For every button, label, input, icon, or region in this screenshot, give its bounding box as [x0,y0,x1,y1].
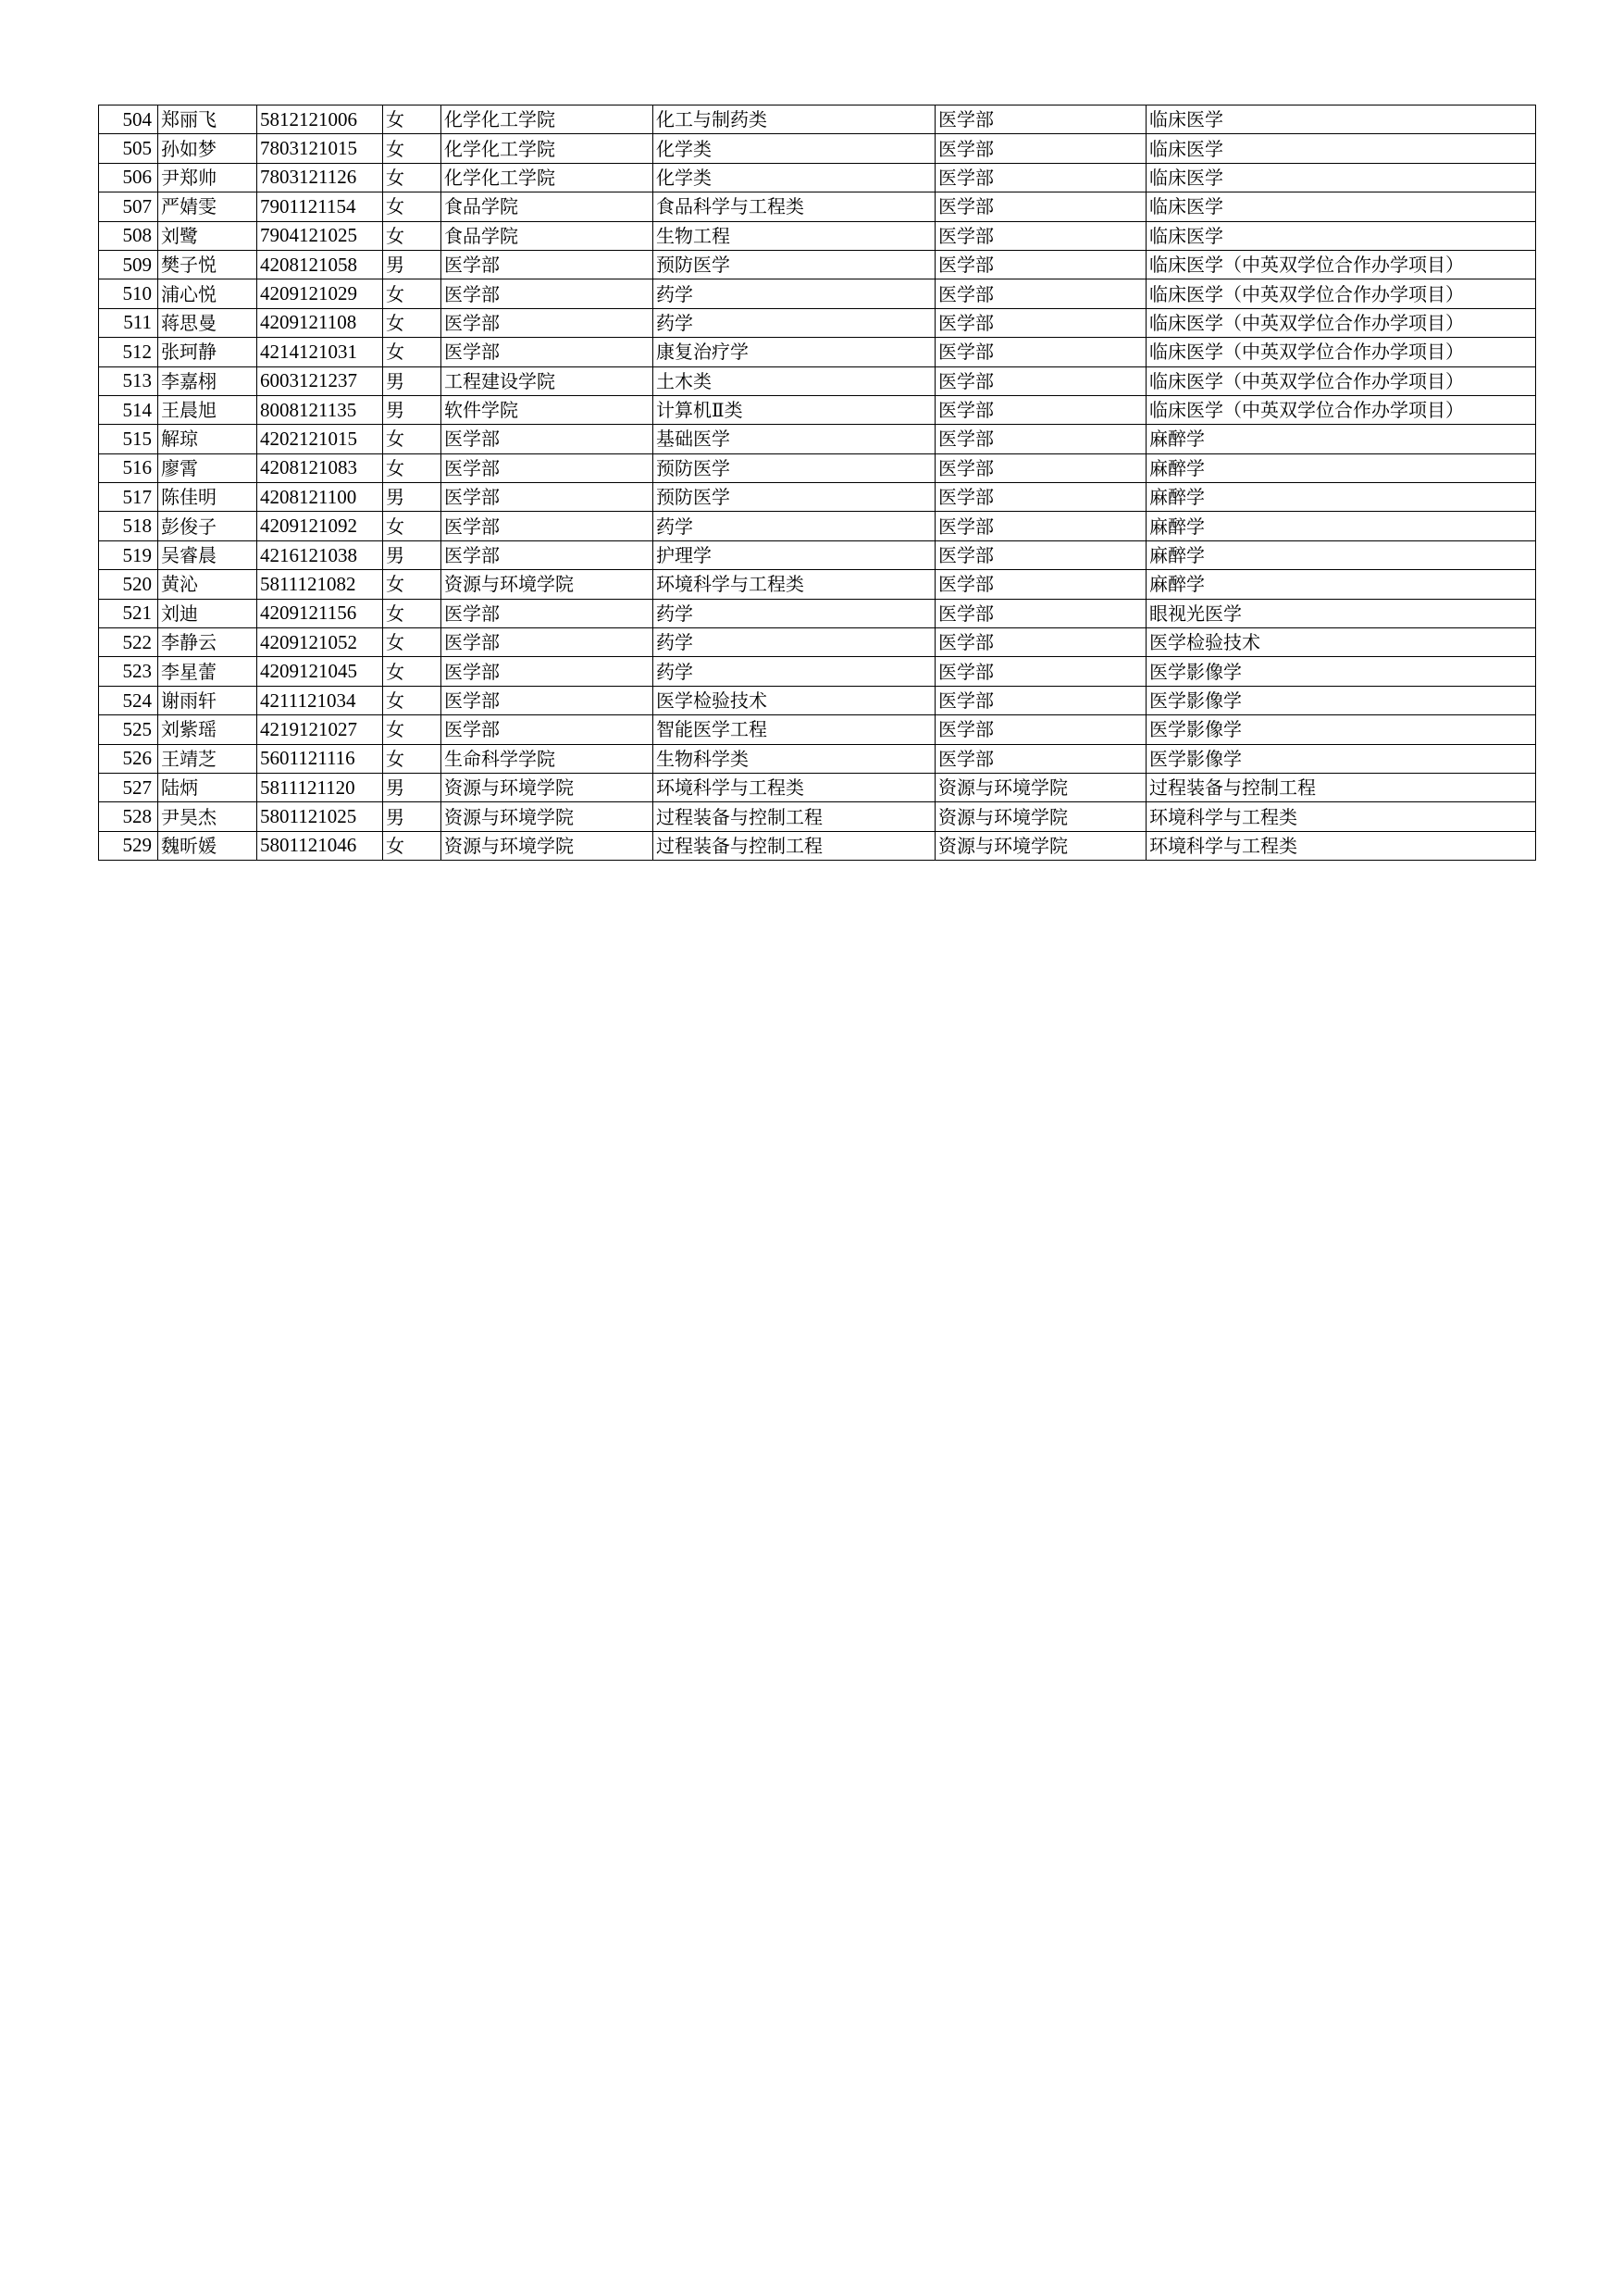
gender-cell: 女 [383,163,441,192]
row-number-cell: 508 [99,221,158,250]
table-row [99,657,1536,686]
target-college-cell: 医学部 [936,134,1147,163]
target-college-cell: 医学部 [936,338,1147,366]
student-name-cell: 李静云 [158,628,257,657]
student-id-cell: 4211121034 [257,686,383,714]
gender-cell: 男 [383,483,441,512]
student-name-cell: 黄沁 [158,570,257,599]
original-major-cell: 计算机Ⅱ类 [653,395,936,424]
gender-cell: 女 [383,715,441,744]
target-college-cell: 医学部 [936,366,1147,395]
table-row [99,221,1536,250]
student-name-cell: 刘紫瑶 [158,715,257,744]
gender-cell: 男 [383,540,441,569]
original-major-cell: 化学类 [653,163,936,192]
table-row [99,250,1536,279]
target-major-cell: 环境科学与工程类 [1147,831,1536,860]
original-college-cell: 生命科学学院 [441,744,653,773]
row-number-cell: 519 [99,540,158,569]
target-major-cell: 医学影像学 [1147,744,1536,773]
student-name-cell: 解琼 [158,425,257,453]
student-id-cell: 4209121045 [257,657,383,686]
row-number-cell: 510 [99,279,158,308]
target-college-cell: 医学部 [936,540,1147,569]
target-college-cell: 医学部 [936,308,1147,337]
gender-cell: 女 [383,831,441,860]
target-college-cell: 医学部 [936,192,1147,221]
gender-cell: 男 [383,802,441,831]
original-college-cell: 资源与环境学院 [441,570,653,599]
row-number-cell: 506 [99,163,158,192]
gender-cell: 女 [383,279,441,308]
table-row [99,628,1536,657]
original-college-cell: 医学部 [441,715,653,744]
target-college-cell: 医学部 [936,715,1147,744]
original-college-cell: 资源与环境学院 [441,773,653,801]
target-college-cell: 医学部 [936,425,1147,453]
original-major-cell: 预防医学 [653,453,936,482]
row-number-cell: 514 [99,395,158,424]
gender-cell: 女 [383,744,441,773]
original-college-cell: 食品学院 [441,192,653,221]
gender-cell: 男 [383,250,441,279]
table-row [99,366,1536,395]
row-number-cell: 513 [99,366,158,395]
table-row [99,453,1536,482]
original-college-cell: 医学部 [441,686,653,714]
table-row [99,163,1536,192]
original-college-cell: 食品学院 [441,221,653,250]
original-major-cell: 化学类 [653,134,936,163]
target-major-cell: 临床医学（中英双学位合作办学项目） [1147,395,1536,424]
student-id-cell: 5801121046 [257,831,383,860]
original-college-cell: 资源与环境学院 [441,802,653,831]
student-id-cell: 4208121083 [257,453,383,482]
student-name-cell: 王靖芝 [158,744,257,773]
table-row [99,686,1536,714]
table-row [99,715,1536,744]
target-major-cell: 临床医学 [1147,105,1536,134]
target-major-cell: 临床医学 [1147,221,1536,250]
row-number-cell: 522 [99,628,158,657]
original-college-cell: 化学化工学院 [441,105,653,134]
original-college-cell: 资源与环境学院 [441,831,653,860]
student-id-cell: 4209121092 [257,512,383,540]
original-major-cell: 药学 [653,628,936,657]
row-number-cell: 520 [99,570,158,599]
table-row [99,570,1536,599]
gender-cell: 女 [383,134,441,163]
gender-cell: 女 [383,599,441,627]
student-id-cell: 8008121135 [257,395,383,424]
student-name-cell: 张珂静 [158,338,257,366]
table-row [99,802,1536,831]
gender-cell: 女 [383,105,441,134]
original-college-cell: 医学部 [441,425,653,453]
target-major-cell: 麻醉学 [1147,425,1536,453]
target-college-cell: 医学部 [936,483,1147,512]
row-number-cell: 505 [99,134,158,163]
original-major-cell: 药学 [653,512,936,540]
target-major-cell: 麻醉学 [1147,540,1536,569]
target-college-cell: 医学部 [936,163,1147,192]
student-name-cell: 李嘉栩 [158,366,257,395]
student-id-cell: 5811121082 [257,570,383,599]
gender-cell: 女 [383,221,441,250]
target-college-cell: 医学部 [936,686,1147,714]
student-id-cell: 4219121027 [257,715,383,744]
row-number-cell: 529 [99,831,158,860]
table-row [99,308,1536,337]
table-row [99,105,1536,134]
target-major-cell: 医学影像学 [1147,686,1536,714]
target-major-cell: 麻醉学 [1147,570,1536,599]
student-id-cell: 7803121126 [257,163,383,192]
table-row [99,395,1536,424]
gender-cell: 女 [383,657,441,686]
target-college-cell: 医学部 [936,599,1147,627]
student-id-cell: 7803121015 [257,134,383,163]
original-major-cell: 医学检验技术 [653,686,936,714]
original-major-cell: 康复治疗学 [653,338,936,366]
original-college-cell: 医学部 [441,308,653,337]
row-number-cell: 512 [99,338,158,366]
student-name-cell: 魏昕媛 [158,831,257,860]
target-major-cell: 医学检验技术 [1147,628,1536,657]
original-major-cell: 过程装备与控制工程 [653,802,936,831]
original-major-cell: 药学 [653,657,936,686]
target-college-cell: 医学部 [936,628,1147,657]
original-college-cell: 医学部 [441,540,653,569]
target-college-cell: 资源与环境学院 [936,802,1147,831]
table-row [99,425,1536,453]
gender-cell: 女 [383,453,441,482]
row-number-cell: 504 [99,105,158,134]
gender-cell: 男 [383,773,441,801]
original-college-cell: 软件学院 [441,395,653,424]
target-college-cell: 医学部 [936,512,1147,540]
original-college-cell: 医学部 [441,453,653,482]
table-row [99,540,1536,569]
original-college-cell: 医学部 [441,657,653,686]
student-name-cell: 尹郑帅 [158,163,257,192]
student-id-cell: 4208121058 [257,250,383,279]
table-row [99,599,1536,627]
student-name-cell: 李星蕾 [158,657,257,686]
student-id-cell: 4208121100 [257,483,383,512]
table-body [99,105,1536,861]
target-major-cell: 临床医学 [1147,134,1536,163]
gender-cell: 女 [383,512,441,540]
student-id-cell: 7904121025 [257,221,383,250]
student-name-cell: 蒋思曼 [158,308,257,337]
target-college-cell: 医学部 [936,453,1147,482]
gender-cell: 女 [383,686,441,714]
student-name-cell: 陈佳明 [158,483,257,512]
original-college-cell: 医学部 [441,483,653,512]
original-major-cell: 药学 [653,279,936,308]
target-major-cell: 临床医学 [1147,163,1536,192]
target-college-cell: 医学部 [936,570,1147,599]
gender-cell: 女 [383,570,441,599]
student-name-cell: 刘鹭 [158,221,257,250]
target-college-cell: 医学部 [936,105,1147,134]
row-number-cell: 527 [99,773,158,801]
target-college-cell: 医学部 [936,395,1147,424]
row-number-cell: 521 [99,599,158,627]
student-id-cell: 4209121052 [257,628,383,657]
original-college-cell: 医学部 [441,250,653,279]
row-number-cell: 517 [99,483,158,512]
target-major-cell: 麻醉学 [1147,453,1536,482]
student-name-cell: 彭俊子 [158,512,257,540]
target-major-cell: 环境科学与工程类 [1147,802,1536,831]
original-major-cell: 环境科学与工程类 [653,773,936,801]
gender-cell: 女 [383,192,441,221]
student-id-cell: 4202121015 [257,425,383,453]
original-major-cell: 智能医学工程 [653,715,936,744]
table-row [99,512,1536,540]
student-name-cell: 樊子悦 [158,250,257,279]
student-name-cell: 谢雨轩 [158,686,257,714]
target-college-cell: 医学部 [936,744,1147,773]
student-id-cell: 4209121156 [257,599,383,627]
table-row [99,773,1536,801]
original-college-cell: 医学部 [441,279,653,308]
original-major-cell: 预防医学 [653,250,936,279]
student-name-cell: 刘迪 [158,599,257,627]
student-name-cell: 陆炳 [158,773,257,801]
student-id-cell: 4209121108 [257,308,383,337]
student-id-cell: 6003121237 [257,366,383,395]
original-college-cell: 化学化工学院 [441,163,653,192]
target-major-cell: 眼视光医学 [1147,599,1536,627]
original-major-cell: 过程装备与控制工程 [653,831,936,860]
student-name-cell: 孙如梦 [158,134,257,163]
original-major-cell: 土木类 [653,366,936,395]
target-major-cell: 临床医学（中英双学位合作办学项目） [1147,366,1536,395]
row-number-cell: 511 [99,308,158,337]
target-major-cell: 临床医学（中英双学位合作办学项目） [1147,279,1536,308]
row-number-cell: 509 [99,250,158,279]
gender-cell: 女 [383,308,441,337]
target-major-cell: 临床医学（中英双学位合作办学项目） [1147,250,1536,279]
original-major-cell: 预防医学 [653,483,936,512]
original-college-cell: 工程建设学院 [441,366,653,395]
original-major-cell: 药学 [653,308,936,337]
row-number-cell: 515 [99,425,158,453]
original-major-cell: 生物科学类 [653,744,936,773]
student-id-cell: 5801121025 [257,802,383,831]
target-major-cell: 过程装备与控制工程 [1147,773,1536,801]
original-college-cell: 化学化工学院 [441,134,653,163]
student-id-cell: 4209121029 [257,279,383,308]
target-college-cell: 资源与环境学院 [936,773,1147,801]
table-row [99,338,1536,366]
table-row [99,744,1536,773]
original-major-cell: 食品科学与工程类 [653,192,936,221]
student-name-cell: 吴睿晨 [158,540,257,569]
row-number-cell: 518 [99,512,158,540]
gender-cell: 女 [383,338,441,366]
original-major-cell: 化工与制药类 [653,105,936,134]
original-major-cell: 基础医学 [653,425,936,453]
target-major-cell: 临床医学（中英双学位合作办学项目） [1147,338,1536,366]
row-number-cell: 516 [99,453,158,482]
target-major-cell: 麻醉学 [1147,512,1536,540]
target-college-cell: 医学部 [936,250,1147,279]
row-number-cell: 523 [99,657,158,686]
original-major-cell: 药学 [653,599,936,627]
original-college-cell: 医学部 [441,338,653,366]
table-row [99,279,1536,308]
student-name-cell: 廖霄 [158,453,257,482]
target-college-cell: 医学部 [936,221,1147,250]
original-major-cell: 护理学 [653,540,936,569]
student-name-cell: 王晨旭 [158,395,257,424]
target-college-cell: 资源与环境学院 [936,831,1147,860]
original-college-cell: 医学部 [441,512,653,540]
row-number-cell: 524 [99,686,158,714]
target-major-cell: 医学影像学 [1147,657,1536,686]
gender-cell: 女 [383,425,441,453]
original-college-cell: 医学部 [441,628,653,657]
table-row [99,831,1536,860]
table-row [99,192,1536,221]
transfer-roster-table [98,105,1536,861]
student-id-cell: 5811121120 [257,773,383,801]
row-number-cell: 528 [99,802,158,831]
target-major-cell: 医学影像学 [1147,715,1536,744]
student-name-cell: 浦心悦 [158,279,257,308]
row-number-cell: 525 [99,715,158,744]
table-row [99,134,1536,163]
target-major-cell: 临床医学 [1147,192,1536,221]
student-id-cell: 4214121031 [257,338,383,366]
original-major-cell: 环境科学与工程类 [653,570,936,599]
student-id-cell: 5601121116 [257,744,383,773]
student-id-cell: 7901121154 [257,192,383,221]
target-college-cell: 医学部 [936,279,1147,308]
table-row [99,483,1536,512]
target-major-cell: 麻醉学 [1147,483,1536,512]
student-id-cell: 4216121038 [257,540,383,569]
original-major-cell: 生物工程 [653,221,936,250]
gender-cell: 男 [383,366,441,395]
original-college-cell: 医学部 [441,599,653,627]
student-name-cell: 尹昊杰 [158,802,257,831]
student-id-cell: 5812121006 [257,105,383,134]
target-major-cell: 临床医学（中英双学位合作办学项目） [1147,308,1536,337]
student-name-cell: 郑丽飞 [158,105,257,134]
target-college-cell: 医学部 [936,657,1147,686]
row-number-cell: 526 [99,744,158,773]
row-number-cell: 507 [99,192,158,221]
gender-cell: 男 [383,395,441,424]
student-name-cell: 严婧雯 [158,192,257,221]
gender-cell: 女 [383,628,441,657]
